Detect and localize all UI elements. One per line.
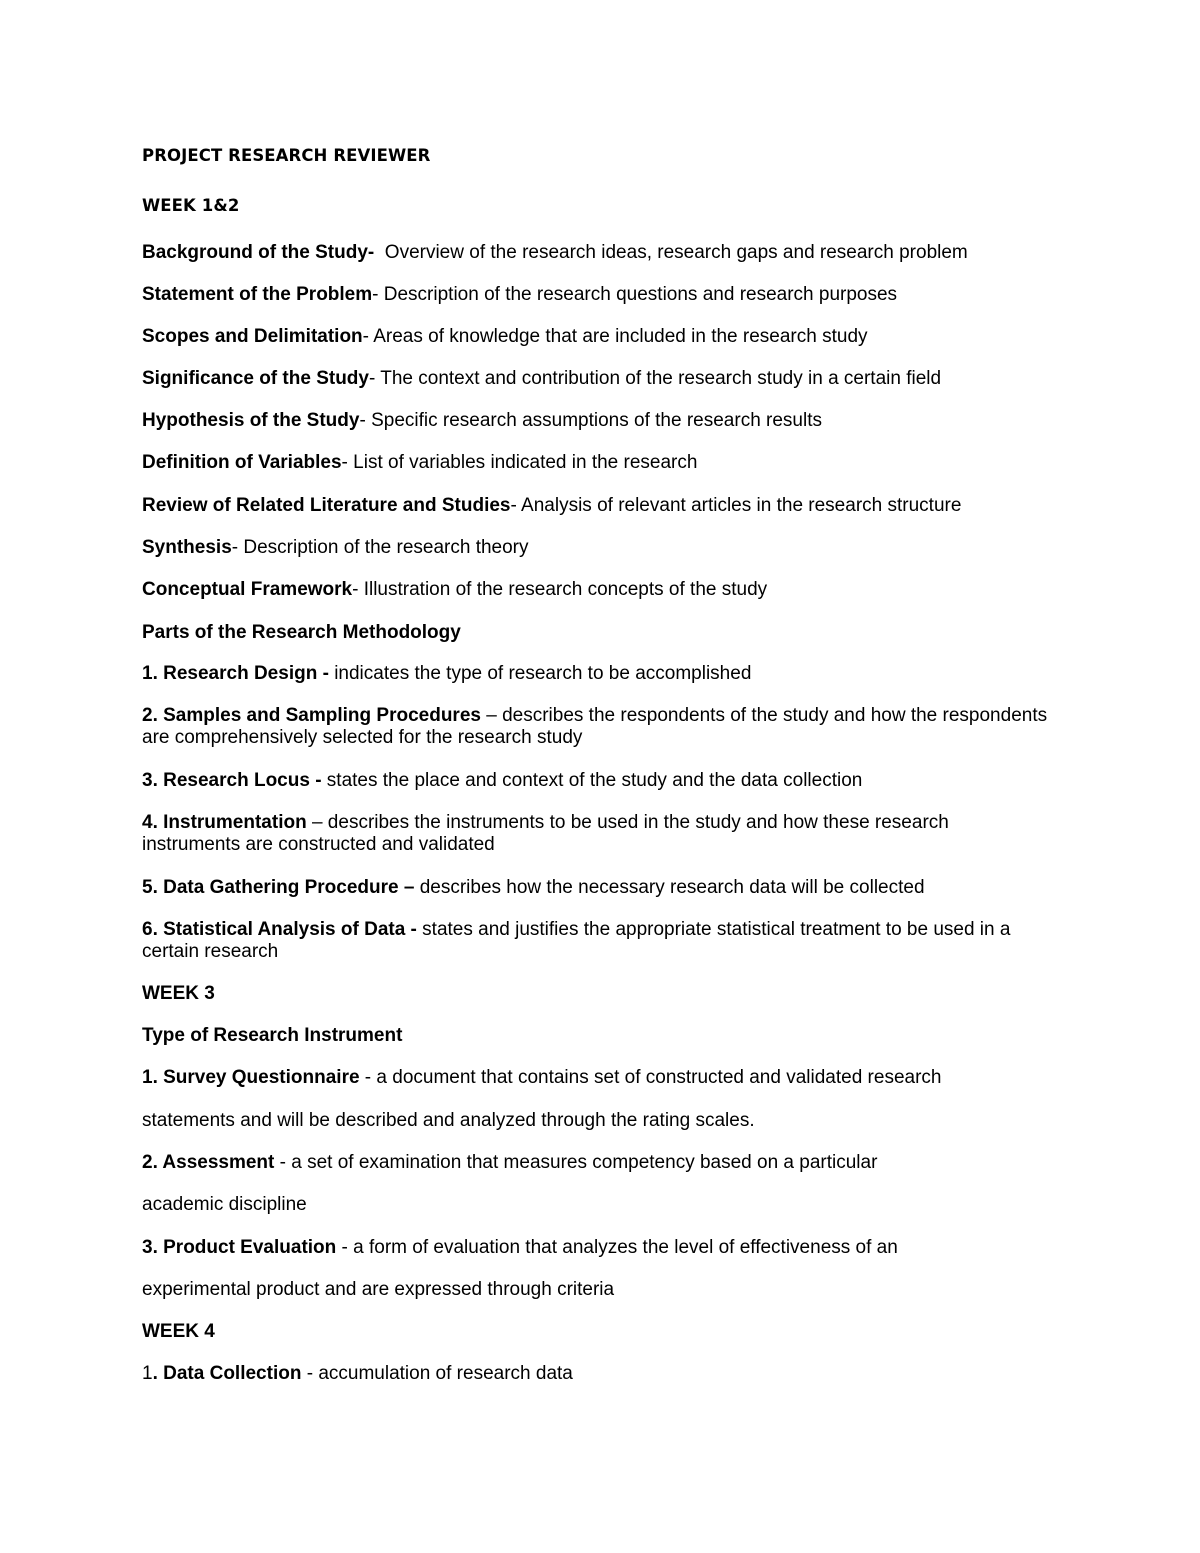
term-definition: - Illustration of the research concepts of the study	[352, 579, 768, 600]
item-label: 2. Samples and Sampling Procedures	[142, 705, 481, 726]
methodology-item	[142, 919, 1052, 963]
term-definition: - Specific research assumptions of the research results	[359, 410, 822, 431]
term-label: Conceptual Framework	[142, 579, 353, 600]
term-entry	[142, 495, 961, 517]
term-entry	[142, 537, 529, 559]
term-entry	[142, 326, 868, 348]
item-label: 3. Research Locus -	[142, 770, 322, 791]
term-definition: - List of variables indicated in the research	[341, 452, 698, 473]
term-definition: - Areas of knowledge that are included in the research study	[362, 326, 868, 347]
term-definition: - Description of the research questions and research purposes	[372, 284, 898, 305]
week-heading-1-2: WEEK 1&2	[142, 196, 240, 215]
item-label: 1. Research Design -	[142, 663, 329, 684]
term-label: Statement of the Problem	[142, 284, 373, 305]
document-title: PROJECT RESEARCH REVIEWER	[142, 146, 431, 165]
term-label: Synthesis	[142, 537, 232, 558]
term-entry	[142, 242, 968, 264]
term-label: Significance of the Study	[142, 368, 369, 389]
methodology-heading: Parts of the Research Methodology	[142, 622, 461, 643]
term-definition: - Description of the research theory	[231, 537, 529, 558]
methodology-item	[142, 770, 862, 792]
methodology-item	[142, 663, 751, 685]
item-definition: indicates the type of research to be accomplished	[328, 663, 752, 684]
term-entry	[142, 452, 697, 474]
item-label: 1. Survey Questionnaire	[142, 1067, 360, 1088]
item-number: 1	[142, 1363, 153, 1384]
item-definition: states and justifies the appropriate statistical treatment to be used in a certain research	[142, 919, 1011, 962]
week4-item	[142, 1363, 573, 1385]
week-heading-4: WEEK 4	[142, 1321, 215, 1342]
item-definition: – describes the instruments to be used in the study and how these research instruments are constructed and validated	[142, 812, 949, 855]
term-label: Definition of Variables	[142, 452, 342, 473]
term-label: Review of Related Literature and Studies	[142, 495, 511, 516]
term-entry	[142, 410, 822, 432]
instrument-item	[142, 1237, 898, 1259]
item-definition: - a document that contains set of constructed and validated research	[359, 1067, 942, 1088]
item-definition: states the place and context of the study and the data collection	[321, 770, 863, 791]
item-label: . Data Collection	[152, 1363, 302, 1384]
item-definition: - a form of evaluation that analyzes the level of effectiveness of an	[336, 1237, 898, 1258]
item-definition: - accumulation of research data	[301, 1363, 573, 1384]
methodology-item	[142, 812, 1052, 856]
item-label: 5. Data Gathering Procedure –	[142, 877, 415, 898]
week-heading-3: WEEK 3	[142, 983, 215, 1004]
term-definition: Overview of the research ideas, research gaps and research problem	[374, 242, 968, 263]
methodology-item	[142, 705, 1052, 749]
term-label: Scopes and Delimitation	[142, 326, 363, 347]
term-label: Background of the Study-	[142, 242, 375, 263]
methodology-item	[142, 877, 925, 899]
item-label: 4. Instrumentation	[142, 812, 307, 833]
instrument-item	[142, 1067, 941, 1089]
instrument-item-continuation: experimental product and are expressed through criteria	[142, 1279, 615, 1300]
term-entry	[142, 579, 767, 601]
item-definition: - a set of examination that measures competency based on a particular	[274, 1152, 878, 1173]
instrument-item-continuation: statements and will be described and analyzed through the rating scales.	[142, 1110, 755, 1131]
item-label: 6. Statistical Analysis of Data -	[142, 919, 417, 940]
instrument-item	[142, 1152, 877, 1174]
term-entry	[142, 284, 897, 306]
item-definition: describes how the necessary research data will be collected	[414, 877, 925, 898]
term-definition: - Analysis of relevant articles in the research structure	[510, 495, 962, 516]
item-label: 3. Product Evaluation	[142, 1237, 337, 1258]
term-label: Hypothesis of the Study	[142, 410, 360, 431]
term-definition: - The context and contribution of the research study in a certain field	[368, 368, 942, 389]
item-label: 2. Assessment	[142, 1152, 275, 1173]
term-entry	[142, 368, 941, 390]
instrument-item-continuation: academic discipline	[142, 1194, 307, 1215]
item-definition: – describes the respondents of the study and how the respondents are comprehensively selected for the research study	[142, 705, 1048, 748]
instrument-type-heading: Type of Research Instrument	[142, 1025, 403, 1046]
